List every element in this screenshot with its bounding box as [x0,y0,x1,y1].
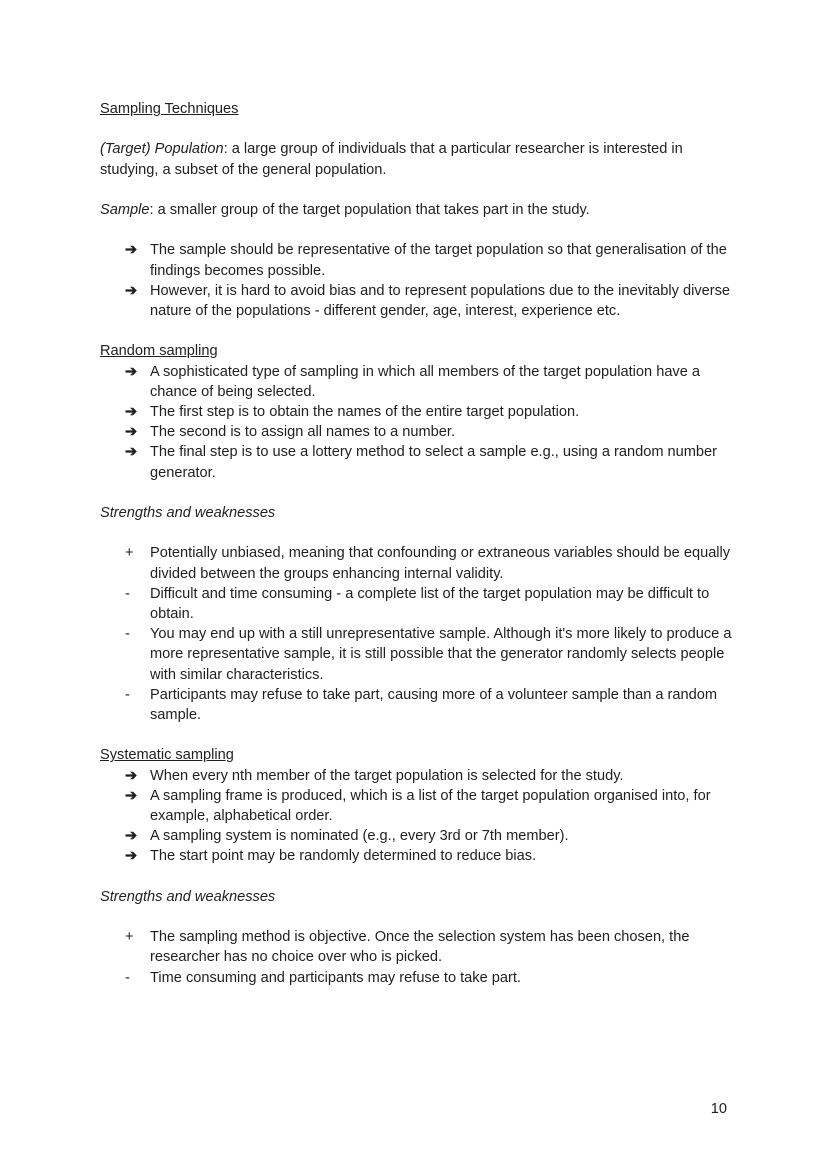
minus-icon: - [125,585,130,602]
arrow-icon: ➔ [125,828,138,845]
arrow-icon: ➔ [125,282,138,299]
sample-term: Sample [100,201,150,218]
list-item: + Potentially unbiased, meaning that confounding or extraneous variables should be equally divided between the groups enhancing internal validity. [125,545,731,582]
plus-icon: + [125,545,134,562]
systematic-points-list [100,766,732,867]
list-item: + The sampling method is objective. Once the selection system has been chosen, the researcher has no choice over who is picked. [125,929,690,966]
document-page [100,99,732,988]
arrow-icon: ➔ [125,424,138,441]
arrow-icon: ➔ [125,444,138,461]
sample-points-list [100,240,732,321]
random-sw-heading: Strengths and weaknesses [100,504,276,521]
random-sampling-heading: Random sampling [100,343,218,360]
page-title: Sampling Techniques [100,101,239,117]
list-item: ➔ A sampling system is nominated (e.g., every 3rd or 7th member). [100,826,732,846]
list-item: ➔ The first step is to obtain the names of the entire target population. [100,402,732,422]
list-item: - Participants may refuse to take part, causing more of a volunteer sample than a random sample. [125,686,718,723]
arrow-icon: ➔ [125,767,138,784]
systematic-sw-list [100,927,732,988]
population-text: : a large group of individuals that a particular researcher is interested in studying, a subset of the general population. [100,141,683,178]
list-item: - Time consuming and participants may refuse to take part. [100,968,732,988]
list-item: ➔ However, it is hard to avoid bias and to represent populations due to the inevitably diverse nature of the populations - different gender, age, interest, experience etc. [125,282,731,319]
random-points-list [100,362,732,483]
population-term: (Target) Population [100,141,224,158]
list-item: ➔ A sampling frame is produced, which is a list of the target population organised into, for example, alphabetical order. [125,787,711,824]
random-sw-list [100,543,732,725]
list-item: ➔ The final step is to use a lottery method to select a sample e.g., using a random number generator. [125,444,718,481]
list-item: - Difficult and time consuming - a complete list of the target population may be difficult to obtain. [125,585,710,622]
systematic-sampling-heading: Systematic sampling [100,747,234,764]
systematic-sw-heading: Strengths and weaknesses [100,888,276,905]
plus-icon: + [125,929,134,946]
list-item: ➔ When every nth member of the target population is selected for the study. [100,766,732,786]
minus-icon: - [125,969,130,986]
list-item: - You may end up with a still unrepresentative sample. Although it's more likely to produce a more representative sample, it is still possible that the generator randomly selects people with similar characteristics. [125,626,732,683]
arrow-icon: ➔ [125,363,138,380]
minus-icon: - [125,686,130,703]
list-item: ➔ A sophisticated type of sampling in which all members of the target population have a chance of being selected. [125,363,701,400]
arrow-icon: ➔ [125,242,138,259]
arrow-icon: ➔ [125,848,138,865]
population-definition [100,139,732,179]
sample-text: : a smaller group of the target population that takes part in the study. [149,201,590,218]
sample-definition [100,200,732,220]
arrow-icon: ➔ [125,787,138,804]
list-item: ➔ The second is to assign all names to a number. [100,422,732,442]
list-item: ➔ The start point may be randomly determined to reduce bias. [100,846,732,866]
arrow-icon: ➔ [125,403,138,420]
page-number: 10 [710,1101,727,1117]
list-item: ➔ The sample should be representative of the target population so that generalisation of the findings becomes possible. [125,242,727,279]
minus-icon: - [125,626,130,643]
